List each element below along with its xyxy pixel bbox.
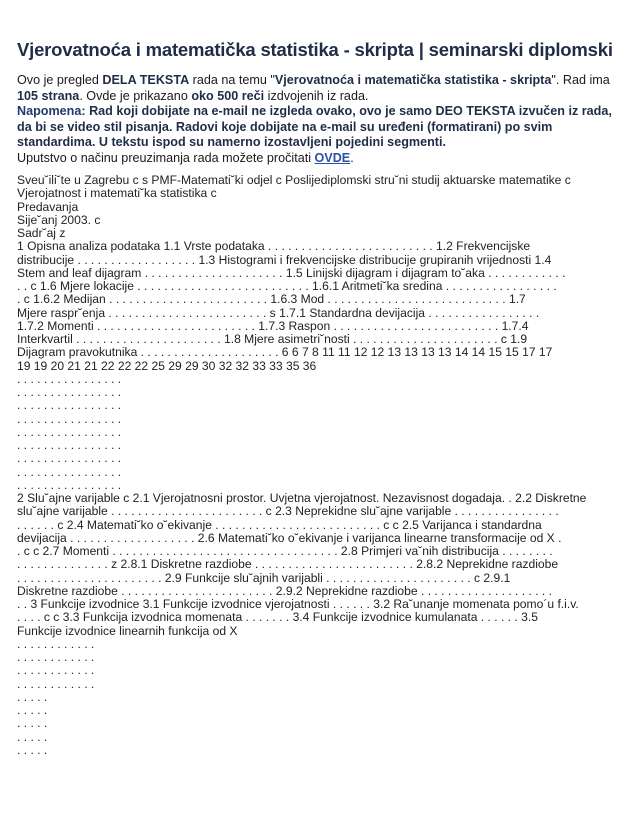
text-line: . . . . . [17, 690, 48, 704]
notice-text: izvučen iz rada, da bi se video stil pisanja. Radovi koje dobijate na e-mail su uređeni (formatirani) po svim standardima. U tekstu ispod su namerno izostavljeni pojedini segmenti. [17, 104, 612, 149]
instructions-text: Uputstvo o načinu preuzimanja rada možete pročitati [17, 150, 315, 165]
text-line: . . . . . . . . . . . . . . . . [17, 372, 122, 386]
text-line: Sije˘anj 2003. c [17, 213, 101, 227]
instructions-text: . [350, 150, 354, 165]
instructions-link[interactable]: OVDE [314, 150, 351, 165]
text-line: . . 3 Funkcije izvodnice 3.1 Funkcije izvodnice vjerojatnosti . . . . . . 3.2 Ra˘unanje momenata pomo´u f.i.v. [17, 598, 579, 611]
text-line: Diskretne razdiobe . . . . . . . . . . . . . . . . . . . . . . . 2.9.2 Neprekidne razdiobe . . . . . . . . . . . . . . . . . . . . [17, 584, 553, 598]
text-line: . . . . . . . . . . . . [17, 677, 95, 691]
text-line: . . . . . . . . . . . . . . z 2.8.1 Diskretne razdiobe . . . . . . . . . . . . . . . . . . . . . . . . 2.8.2 Neprekidne razdiobe [17, 558, 559, 572]
text-line: Funkcije izvodnice linearnih funkcija od X [17, 624, 238, 638]
text-line: . . c 1.6 Mjere lokacije . . . . . . . . . . . . . . . . . . . . . . . . . . 1.6.1 Aritmeti˘ka sredina . . . . . . . . . . . . . . . . . [17, 280, 557, 293]
text-line: . c c 2.7 Momenti . . . . . . . . . . . . . . . . . . . . . . . . . . . . . . . . . . 2.8 Primjeri va˘nih distribucija . . . . . . . . [17, 545, 553, 558]
overview-page-count: 105 strana [17, 88, 80, 103]
text-line: . . . . . . . . . . . . . . . . [17, 439, 122, 452]
text-line: Sveu˘ili˘te u Zagrebu c s PMF-Matemati˘ki odjel c Poslijediplomski stru˘ni studij aktuarske matematike c [17, 174, 571, 187]
text-line: devijacija . . . . . . . . . . . . . . . . . . . 2.6 Matemati˘ko o˘ekivanje i varijanca linearne transformacije od X . [17, 531, 562, 545]
text-line: . . . . c c 3.3 Funkcija izvodnica momenata . . . . . . . 3.4 Funkcije izvodnice kumulanata . . . . . . 3.5 [17, 611, 538, 625]
overview-text: rada na temu " [189, 73, 275, 87]
text-line: Mjere raspr˘enja . . . . . . . . . . . . . . . . . . . . . . . . s 1.7.1 Standardna devijacija . . . . . . . . . . . . . . . . . [17, 306, 540, 320]
extracted-text [17, 174, 624, 757]
text-line: slu˘ajne varijable . . . . . . . . . . . . . . . . . . . . . . . c 2.3 Neprekidne slu˘ajne varijable . . . . . . . . . . . . . . . . [17, 505, 559, 519]
text-line: Interkvartil . . . . . . . . . . . . . . . . . . . . . . 1.8 Mjere asimetri˘nosti . . . . . . . . . . . . . . . . . . . . . . c 1.9 [17, 333, 528, 346]
text-line: . c 1.6.2 Medijan . . . . . . . . . . . . . . . . . . . . . . . . 1.6.3 Mod . . . . . . . . . . . . . . . . . . . . . . . . . . . 1.7 [17, 293, 526, 307]
overview-text: izdvojenih iz rada. [264, 88, 369, 103]
text-line: . . . . . . . . . . . . . . . . [17, 452, 122, 466]
overview-topic: Vjerovatnoća i matematička statistika - skripta [274, 73, 552, 87]
text-line: . . . . . . . . . . . . [17, 637, 95, 651]
text-line: Stem and leaf dijagram . . . . . . . . . . . . . . . . . . . . . 1.5 Linijski dijagram i dijagram to˘aka . . . . . . . . . . . . [17, 266, 566, 280]
text-line: . . . . . [17, 730, 48, 744]
notice-paragraph [17, 104, 624, 151]
text-line: . . . . . [17, 717, 48, 731]
text-line: Predavanja [17, 200, 79, 214]
text-line: 2 Slu˘ajne varijable c 2.1 Vjerojatnosni prostor. Uvjetna vjerojatnost. Nezavisnost dogadaja. . 2.2 Diskretne [17, 492, 587, 505]
text-line: . . . . . . . . . . . . . . . . [17, 399, 122, 413]
document-title: Vjerovatnoća i matematička statistika - skripta | seminarski diplomski [17, 39, 613, 60]
text-line: . . . . . . . . . . . . . . . . [17, 465, 122, 479]
text-line: Sadr˘aj z [17, 227, 66, 240]
text-line: Dijagram pravokutnika . . . . . . . . . . . . . . . . . . . . . 6 6 7 8 11 11 12 12 13 13 13 13 14 14 15 15 17 17 [17, 346, 553, 360]
notice-text: Rad koji dobijate na e-mail ne izgleda ovako, ovo je samo [85, 104, 436, 118]
text-line: . . . . . . . . . . . . [17, 651, 95, 664]
text-line: Vjerojatnost i matemati˘ka statistika c [17, 187, 217, 201]
notice-label: Napomena: [17, 104, 86, 118]
notice-emphasis: DEO TEKSTA [435, 104, 516, 118]
text-line: . . . . . [17, 704, 48, 717]
overview-paragraph [17, 73, 624, 104]
text-line: . . . . . . . . . . . . . . . . [17, 386, 122, 399]
intro-block [17, 73, 624, 166]
text-line: 1 Opisna analiza podataka 1.1 Vrste podataka . . . . . . . . . . . . . . . . . . . . . . . . . 1.2 Frekvencijske [17, 240, 531, 254]
overview-word-count: oko 500 reči [191, 88, 265, 103]
text-line: . . . . . . c 2.4 Matemati˘ko o˘ekivanje . . . . . . . . . . . . . . . . . . . . . . . . . c c 2.5 Varijanca i standardna [17, 518, 542, 532]
text-line: . . . . . . . . . . . . [17, 664, 95, 678]
text-line: . . . . . . . . . . . . . . . . [17, 412, 122, 426]
text-line: distribucije . . . . . . . . . . . . . . . . . . 1.3 Histogrami i frekvencijske distribucije grupiranih vrijednosti 1.4 [17, 253, 552, 267]
text-line: . . . . . . . . . . . . . . . . [17, 425, 122, 439]
overview-text: Ovo je pregled [17, 73, 103, 87]
text-line: . . . . . [17, 743, 48, 757]
overview-text: ". Rad ima [551, 73, 610, 87]
text-line: . . . . . . . . . . . . . . . . . . . . . . 2.9 Funkcije slu˘ajnih varijabli . . . . . . . . . . . . . . . . . . . . . . c 2.9.1 [17, 571, 511, 585]
instructions-paragraph [17, 151, 624, 167]
text-line: 19 19 20 21 21 22 22 22 25 29 29 30 32 32 33 33 35 36 [17, 359, 317, 373]
overview-text: . Ovde je prikazano [79, 88, 192, 103]
overview-emphasis-part: DELA TEKSTA [102, 73, 190, 87]
text-line: . . . . . . . . . . . . . . . . [17, 478, 122, 492]
text-line: 1.7.2 Momenti . . . . . . . . . . . . . . . . . . . . . . . . 1.7.3 Raspon . . . . . . . . . . . . . . . . . . . . . . . . . 1.7.4 [17, 319, 529, 333]
